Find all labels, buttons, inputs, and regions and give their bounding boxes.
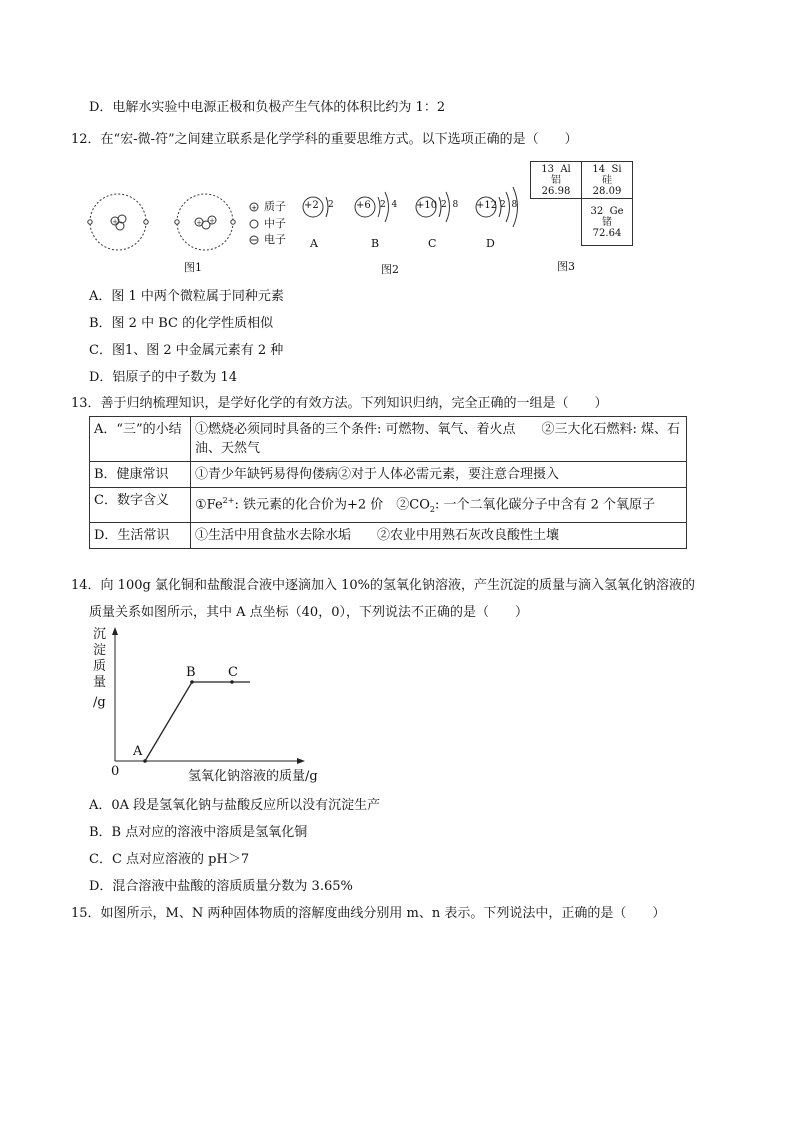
q12-option-b: B．图 2 中 BC 的化学性质相似 [89,316,274,331]
table-row [90,417,687,462]
ge-name: 锗 [602,216,612,228]
ge-mass: 72.64 [592,227,622,239]
fig2-b-shells: 2 4 [380,200,398,210]
fig1-legend-proton: 质子 [264,200,286,213]
si-number-symbol: 14 Si [592,163,622,175]
q13-c-sub: 2 [429,504,435,514]
q11-option-d: D．电解水实验中电源正极和负极产生气体的体积比约为 1：2 [89,100,446,115]
fig1-caption: 图1 [184,261,202,274]
fig2-label-d: D [486,237,495,250]
fig2-d-nucleus: +12 [476,200,498,211]
q13-c-sup: 2+ [222,496,235,505]
fig2-label-b: B [371,237,380,250]
fig2-a-nucleus: +2 [304,200,319,211]
q13-c-part2: : 铁元素的化合价为+2 价 ②CO [234,497,430,513]
q12-figure-3 [530,161,633,246]
fig2-caption: 图2 [381,263,399,276]
q14-option-d: D．混合溶液中盐酸的溶质质量分数为 3.65% [89,879,353,894]
q14-yunit: /g [93,695,106,710]
fig1-atom-2 [175,194,235,250]
q14-option-c: C．C 点对应溶液的 pH＞7 [89,852,250,867]
ptable-cell-ge [582,199,633,246]
al-mass: 26.98 [541,185,571,197]
fig1-legend-neutron: 中子 [264,217,286,230]
q14-stem-line1: 14．向 100g 氯化铜和盐酸混合液中逐滴加入 10%的氢氧化钠溶液，产生沉淀的质量与滴入氢氧化钠溶液的 [71,578,695,593]
ge-number-symbol: 32 Ge [590,205,624,217]
ylabel-char-2: 淀 [93,643,107,658]
point-b-dot [190,680,194,684]
q14-option-b: B．B 点对应的溶液中溶质是氢氧化铜 [89,825,308,840]
q12-stem: 12．在“宏-微-符”之间建立联系是化学学科的重要思维方式。以下选项正确的是（ ） [71,132,578,147]
fig1-legend [250,203,258,244]
q14-graph [85,625,345,785]
al-number-symbol: 13 Al [541,163,571,175]
q14-stem-line2: 质量关系如图所示，其中 A 点坐标（40，0），下列说法不正确的是（ ） [89,605,528,620]
svg-text:+: + [209,217,215,225]
fig2-label-c: C [428,237,437,250]
point-a-dot [143,759,147,763]
q13-knowledge-table [89,416,687,549]
svg-text:+: + [251,204,257,212]
svg-text:+: + [112,218,118,226]
q13-stem: 13．善于归纳梳理知识，是学好化学的有效方法。下列知识归纳，完全正确的一组是（ ） [71,396,608,411]
q14-origin: 0 [111,764,120,779]
table-row [90,522,687,548]
q12-option-c: C．图1、图 2 中金属元素有 2 种 [89,343,284,358]
fig2-c-nucleus: +10 [416,200,438,211]
table-row [90,462,687,488]
ptable-cell-si [582,162,633,199]
q13-cat-c: C．数字含义 [90,488,191,523]
ptable-cell-al [531,162,582,199]
q15-stem: 15．如图所示，M、N 两种固体物质的溶解度曲线分别用 m、n 表示。下列说法中，正确的是（ ） [71,906,666,921]
q14-point-a: A [133,744,143,759]
si-name: 硅 [602,174,612,186]
q13-c-part1: ①Fe [195,497,223,513]
ylabel-char-4: 量 [93,675,107,690]
ylabel-char-3: 质 [93,659,107,674]
q13-content-d: ①生活中用食盐水去除水垢 ②农业中用熟石灰改良酸性土壤 [191,522,687,548]
q13-c-part3: : 一个二氧化碳分子中含有 2 个氧原子 [434,497,656,513]
fig2-a-shells: 2 [328,200,334,210]
q12-option-a: A．图 1 中两个微粒属于同种元素 [89,289,284,304]
fig2-c-shells: 2 8 [441,200,459,210]
fig2-b-nucleus: +6 [356,200,371,211]
fig2-label-a: A [310,237,318,250]
q14-point-b: B [186,665,196,680]
fig1-atom-1 [88,194,148,250]
fig1-legend-electron: 电子 [264,233,286,246]
fig3-caption: 图3 [557,260,575,273]
ylabel-char-1: 沉 [93,627,107,642]
al-name: 铝 [551,174,561,186]
si-mass: 28.09 [592,185,622,197]
q14-ylabel [93,627,107,691]
table-row [90,488,687,523]
q13-content-c [191,488,687,523]
point-c-dot [230,680,234,684]
q13-cat-b: B．健康常识 [90,462,191,488]
q12-option-d: D．铝原子的中子数为 14 [89,370,238,385]
q13-cat-d: D．生活常识 [90,522,191,548]
fig2-d-shells: 2 8 [500,200,518,210]
q14-graph-curve [145,682,250,761]
q13-content-b: ①青少年缺钙易得佝偻病②对于人体必需元素，要注意合理摄入 [191,462,687,488]
q13-cat-a: A．“三”的小结 [90,417,191,462]
q14-option-a: A．0A 段是氢氧化钠与盐酸反应所以没有沉淀生产 [89,798,381,813]
svg-text:+: + [196,219,202,227]
q14-xlabel: 氢氧化钠溶液的质量/g [188,769,318,784]
q14-point-c: C [228,665,238,680]
q13-content-a: ①燃烧必须同时具备的三个条件: 可燃物、氧气、着火点 ②三大化石燃料: 煤、石油、天然气 [191,417,687,462]
